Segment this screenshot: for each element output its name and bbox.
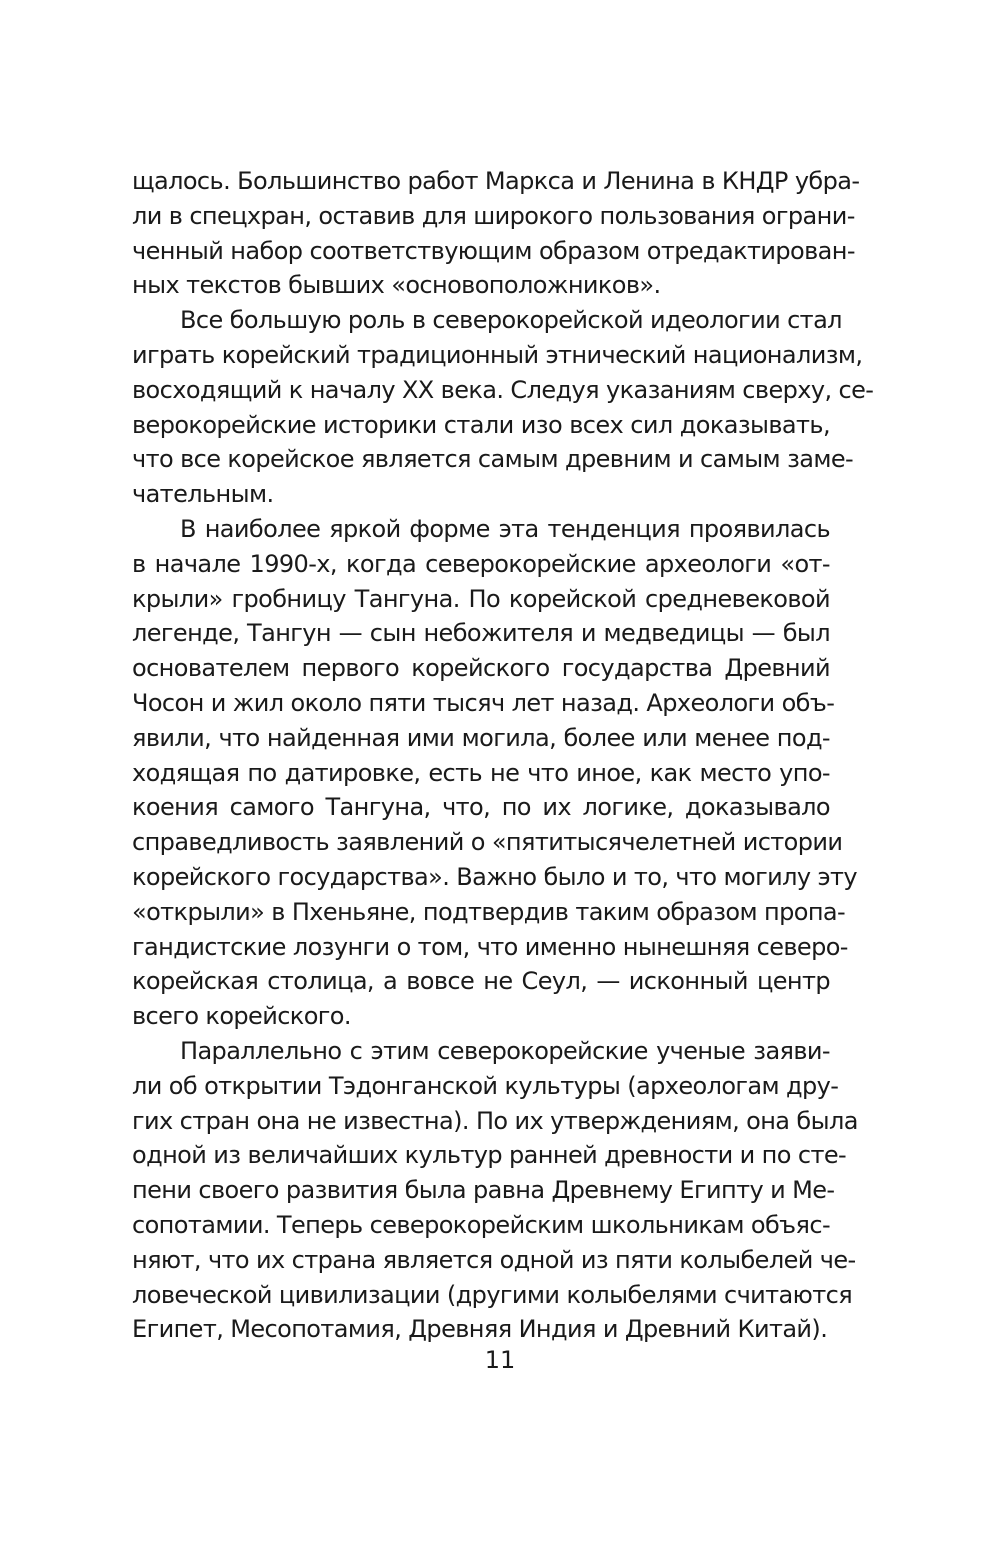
text-line: «открыли» в Пхеньяне, подтвердив таким образом пропа- xyxy=(132,897,846,926)
text-line: Чосон и жил около пяти тысяч лет назад. Археологи объ- xyxy=(132,688,835,717)
text-line: крыли» гробницу Тангуна. По корейской средневековой xyxy=(132,584,830,613)
text-line: гандистские лозунги о том, что именно нынешняя северо- xyxy=(132,932,848,961)
text-line: корейская столица, а вовсе не Сеул, — исконный центр xyxy=(132,967,830,996)
text-line: основателем первого корейского государства Древний xyxy=(132,654,830,683)
text-line: коения самого Тангуна, что, по их логике, доказывало xyxy=(132,793,830,822)
text-line: восходящий к началу XX века. Следуя указаниям сверху, се- xyxy=(132,375,874,404)
text-line: В наиболее яркой форме эта тенденция проявилась xyxy=(180,514,830,543)
text-line: одной из величайших культур ранней древности и по сте- xyxy=(132,1141,847,1170)
text-line: Египет, Месопотамия, Древняя Индия и Древний Китай). xyxy=(132,1315,828,1344)
paragraph-3 xyxy=(132,512,858,1034)
text-line: явили, что найденная ими могила, более или менее под- xyxy=(132,723,830,752)
text-line: ловеческой цивилизации (другими колыбелями считаются xyxy=(132,1280,853,1309)
text-line: верокорейские историки стали изо всех сил доказывать, xyxy=(132,410,830,439)
text-line: сопотамии. Теперь северокорейским школьникам объяс- xyxy=(132,1210,830,1239)
text-line: гих стран она не известна). По их утверждениям, она была xyxy=(132,1106,858,1135)
text-line: Параллельно с этим северокорейские ученые заяви- xyxy=(180,1036,830,1065)
text-line: справедливость заявлений о «пятитысячелетней истории xyxy=(132,828,843,857)
text-line: ли об открытии Тэдонганской культуры (археологам дру- xyxy=(132,1071,839,1100)
text-line: в начале 1990-х, когда северокорейские археологи «от- xyxy=(132,549,830,578)
text-line: играть корейский традиционный этнический национализм, xyxy=(132,340,863,369)
page-number: 11 xyxy=(484,1346,516,1374)
paragraph-4 xyxy=(132,1034,858,1347)
text-line: пени своего развития была равна Древнему Египту и Ме- xyxy=(132,1176,835,1205)
text-line: чательным. xyxy=(132,480,274,509)
text-line: легенде, Тангун — сын небожителя и медведицы — был xyxy=(132,619,830,648)
text-line: ченный набор соответствующим образом отредактирован- xyxy=(132,236,855,265)
text-line: ных текстов бывших «основоположников». xyxy=(132,271,661,300)
paragraph-1 xyxy=(132,164,860,303)
page-body xyxy=(132,164,874,1347)
text-line: что все корейское является самым древним и самым заме- xyxy=(132,445,854,474)
text-line: корейского государства». Важно было и то, что могилу эту xyxy=(132,862,858,891)
text-line: щалось. Большинство работ Маркса и Ленина в КНДР убра- xyxy=(132,167,860,195)
text-line: ходящая по датировке, есть не что иное, как место упо- xyxy=(132,758,830,787)
paragraph-2 xyxy=(132,303,874,512)
text-line: Все большую роль в северокорейской идеологии стал xyxy=(180,306,842,335)
text-line: няют, что их страна является одной из пяти колыбелей че- xyxy=(132,1245,856,1274)
text-line: ли в спецхран, оставив для широкого пользования ограни- xyxy=(132,201,855,230)
text-line: всего корейского. xyxy=(132,1002,351,1031)
